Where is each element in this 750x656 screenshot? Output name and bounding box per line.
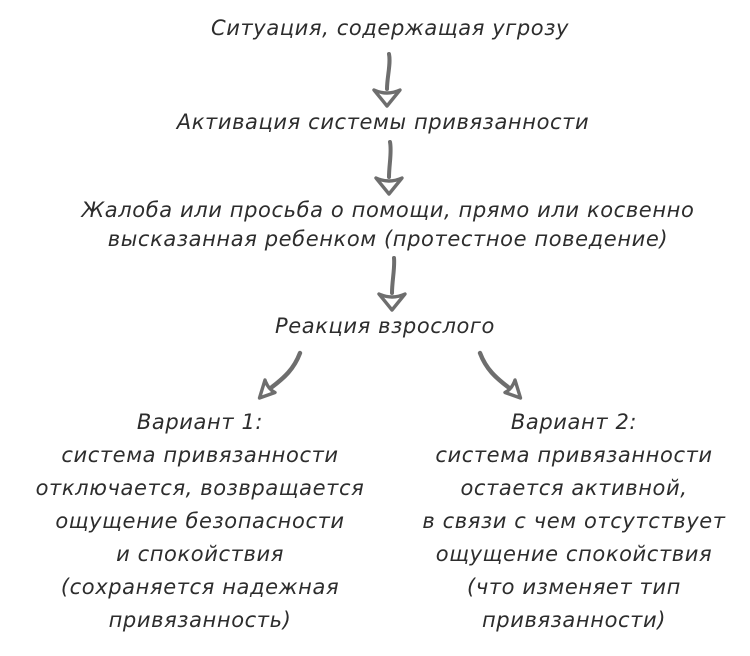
variant-2-title: Вариант 2: <box>510 410 638 434</box>
variant-1-line: ощущение безопасности <box>55 509 345 533</box>
down-right-arrow-icon <box>475 349 529 403</box>
variant-2-line: система привязанности <box>435 443 713 467</box>
variant-2-line: в связи с чем отсутствует <box>422 509 726 533</box>
variant-1-line: отключается, возвращается <box>35 476 365 500</box>
variant-2-line: (что изменяет тип <box>467 575 681 599</box>
node-complaint-line-2: высказанная ребенком (протестное поведение) <box>107 227 669 251</box>
node-adult-reaction: Реакция взрослого <box>274 314 496 338</box>
variant-2-line: привязанности) <box>481 608 667 632</box>
node-complaint-request <box>82 196 695 254</box>
node-complaint-line-1: Жалоба или просьба о помощи, прямо или косвенно <box>81 198 695 222</box>
down-arrow-icon <box>367 52 407 108</box>
variant-1-title: Вариант 1: <box>136 410 264 434</box>
variant-1-line: привязанность) <box>108 608 292 632</box>
down-left-arrow-icon <box>251 349 305 403</box>
variant-1-line: система привязанности <box>61 443 339 467</box>
variant-1-line: (сохраняется надежная <box>60 575 340 599</box>
down-arrow-icon <box>369 140 409 196</box>
node-variant-2 <box>422 406 725 637</box>
variant-2-line: остается активной, <box>460 476 688 500</box>
node-variant-1 <box>36 406 365 637</box>
down-arrow-icon <box>372 256 412 312</box>
variant-1-line: и спокойствия <box>116 542 284 566</box>
variant-2-line: ощущение спокойствия <box>435 542 713 566</box>
node-attachment-activation: Активация системы привязанности <box>176 110 590 134</box>
node-threat-situation: Ситуация, содержащая угрозу <box>210 16 570 40</box>
